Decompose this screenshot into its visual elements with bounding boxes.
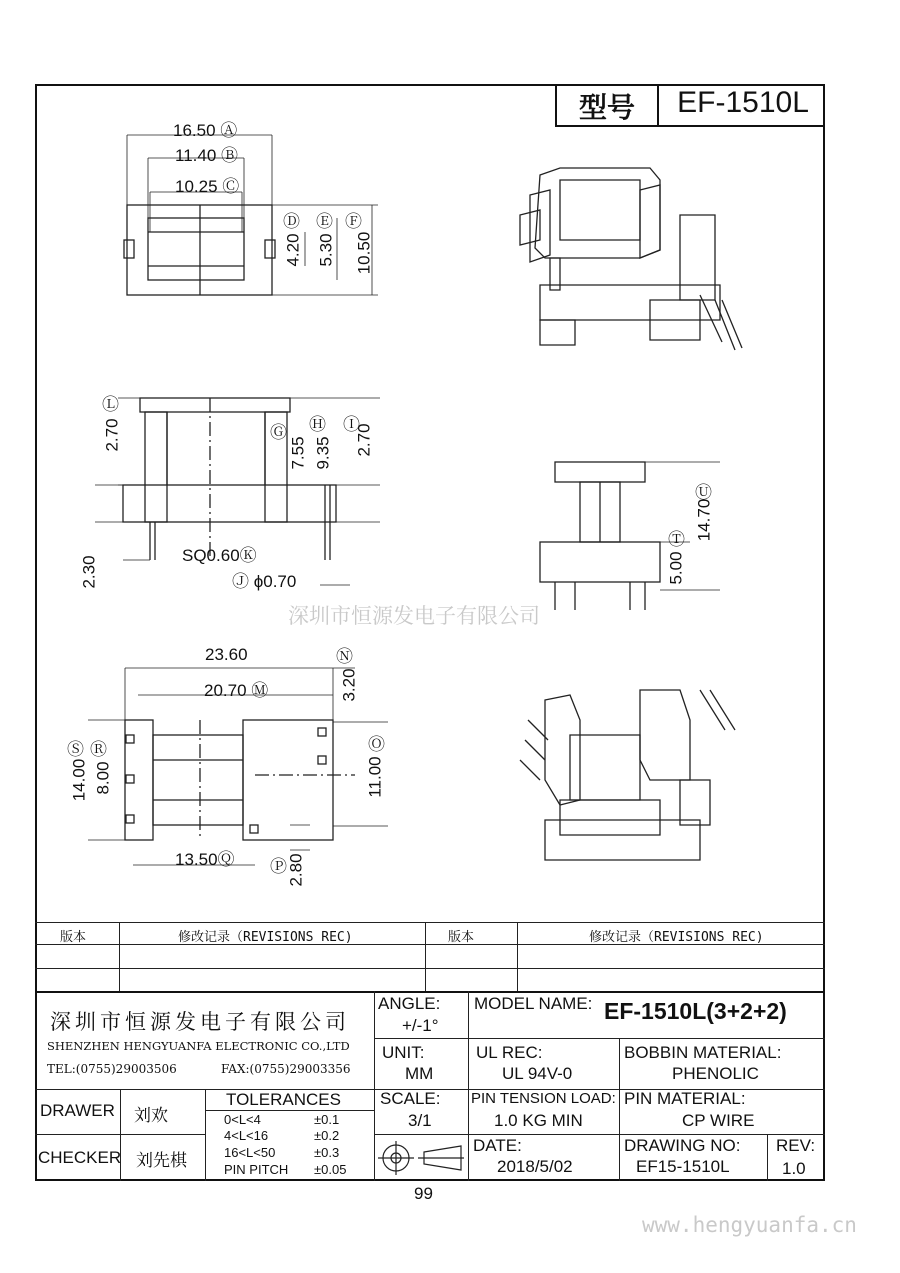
- tol-row-4-value: ±0.05: [314, 1162, 347, 1177]
- pin-tension-value: 1.0 KG MIN: [494, 1111, 583, 1130]
- rev-col-version-1: 版本: [60, 930, 87, 945]
- mark-g: Ⓖ: [270, 423, 287, 442]
- dim-g-value: 7.55: [288, 436, 308, 470]
- mark-h: Ⓗ: [309, 415, 326, 434]
- company-cn: 深圳市恒源发电子有限公司: [50, 1010, 350, 1034]
- page-number: 99: [414, 1184, 433, 1203]
- dim-p-value: 2.80: [286, 853, 306, 887]
- dim-top-value: 23.60: [205, 645, 248, 664]
- company-tel: TEL:(0755)29003506: [47, 1062, 177, 1076]
- dim-q-value: 13.50: [175, 850, 218, 869]
- model-name-value: EF-1510L(3+2+2): [604, 998, 787, 1024]
- dim-f-value: 10.50: [354, 231, 374, 275]
- checker-value: 刘先棋: [136, 1151, 187, 1170]
- mark-c: Ⓒ: [222, 177, 240, 196]
- rev-col-record-1: 修改记录（REVISIONS REC): [178, 930, 353, 945]
- mark-l: Ⓛ: [102, 395, 119, 414]
- mark-u: Ⓤ: [695, 483, 712, 502]
- mark-e: Ⓔ: [316, 212, 333, 231]
- url-watermark: www.hengyuanfa.cn: [642, 1213, 857, 1237]
- rev-value: 1.0: [782, 1159, 806, 1178]
- date-value: 2018/5/02: [497, 1157, 573, 1176]
- mark-o: Ⓞ: [368, 735, 385, 754]
- scale-value: 3/1: [408, 1111, 432, 1130]
- bobbin-value: PHENOLIC: [672, 1064, 759, 1083]
- dim-a-value: 16.50: [173, 121, 216, 140]
- mark-s: Ⓢ: [67, 740, 84, 759]
- company-en: SHENZHEN HENGYUANFA ELECTRONIC CO.,LTD: [47, 1039, 350, 1053]
- checker-label: CHECKER: [38, 1148, 122, 1167]
- dim-m-value: 20.70: [204, 681, 247, 700]
- mark-m: Ⓜ: [251, 681, 269, 700]
- mark-n: Ⓝ: [336, 647, 353, 666]
- mark-b: Ⓑ: [221, 146, 239, 165]
- model-header-label: 型号: [578, 92, 635, 123]
- sq-value: SQ0.60: [182, 546, 240, 565]
- dim-i-value: 2.70: [354, 423, 374, 457]
- dim-c: [175, 172, 239, 197]
- tol-row-2-value: ±0.2: [314, 1128, 340, 1143]
- ul-label: UL REC:: [476, 1043, 543, 1062]
- mark-t: Ⓣ: [668, 530, 685, 549]
- tol-row-3-range: 16<L<50: [224, 1145, 276, 1160]
- dim-b: [175, 141, 238, 166]
- bobbin-label: BOBBIN MATERIAL:: [624, 1043, 782, 1062]
- drawer-label: DRAWER: [40, 1101, 115, 1120]
- dia-value: ϕ0.70: [253, 572, 297, 591]
- rev-col-record-2: 修改记录（REVISIONS REC): [589, 930, 764, 945]
- dim-q: [175, 845, 235, 870]
- dim-u-value: 14.70: [694, 498, 714, 542]
- tolerances-label: TOLERANCES: [226, 1090, 341, 1109]
- dim-c-value: 10.25: [175, 177, 218, 196]
- drawing-no-label: DRAWING NO:: [624, 1136, 741, 1155]
- dim-d-value: 4.20: [283, 233, 303, 267]
- dim-b-value: 11.40: [175, 146, 217, 165]
- mark-f: Ⓕ: [345, 212, 362, 231]
- mark-i: Ⓘ: [343, 415, 360, 434]
- mark-d: Ⓓ: [283, 212, 300, 231]
- drawing-no-value: EF15-1510L: [636, 1157, 730, 1176]
- mark-r: Ⓡ: [90, 740, 107, 759]
- tol-row-3-value: ±0.3: [314, 1145, 340, 1160]
- pin-tension-label: PIN TENSION LOAD:: [471, 1090, 616, 1107]
- mark-k: Ⓚ: [239, 546, 257, 565]
- tol-row-2-range: 4<L<16: [224, 1128, 269, 1143]
- mark-q: Ⓠ: [217, 850, 235, 869]
- tol-row-1-value: ±0.1: [314, 1112, 340, 1127]
- pin-material-label: PIN MATERIAL:: [624, 1089, 746, 1108]
- dim-e-value: 5.30: [316, 233, 336, 267]
- dim-sq: [182, 541, 257, 566]
- model-name-label: MODEL NAME:: [474, 994, 593, 1013]
- angle-value: +/-1°: [402, 1016, 439, 1035]
- unit-label: UNIT:: [382, 1043, 425, 1062]
- dim-t-value: 5.00: [666, 551, 686, 585]
- dim-n-value: 3.20: [339, 668, 359, 702]
- dim-l-value: 2.70: [102, 418, 122, 452]
- dim-left-bottom-value: 2.30: [79, 555, 99, 589]
- pin-material-value: CP WIRE: [682, 1111, 755, 1130]
- scale-label: SCALE:: [380, 1089, 441, 1108]
- dim-h-value: 9.35: [313, 436, 333, 470]
- date-label: DATE:: [473, 1136, 522, 1155]
- tol-row-1-range: 0<L<4: [224, 1112, 261, 1127]
- dim-a: [173, 116, 237, 141]
- dim-r-value: 8.00: [93, 761, 113, 795]
- drawer-value: 刘欢: [134, 1106, 168, 1125]
- company-fax: FAX:(0755)29003356: [221, 1062, 351, 1076]
- model-header-value: EF-1510L: [677, 86, 809, 119]
- mark-p: Ⓟ: [270, 857, 287, 876]
- angle-label: ANGLE:: [378, 994, 441, 1013]
- iso-view-top: [520, 168, 742, 350]
- dim-m: [204, 676, 268, 701]
- mark-j: Ⓙ: [232, 572, 249, 591]
- top-view-outline: [124, 135, 378, 295]
- dim-s-value: 14.00: [69, 758, 89, 802]
- center-watermark: 深圳市恒源发电子有限公司: [288, 605, 540, 628]
- dim-dia: [232, 567, 296, 592]
- ul-value: UL 94V-0: [502, 1064, 573, 1083]
- dim-o-value: 11.00: [365, 756, 385, 798]
- rev-col-version-2: 版本: [448, 930, 475, 945]
- unit-value: MM: [405, 1064, 434, 1083]
- tol-row-4-range: PIN PITCH: [224, 1162, 289, 1177]
- rev-label: REV:: [776, 1136, 816, 1155]
- mark-a: Ⓐ: [220, 121, 238, 140]
- projection-symbol-icon: [376, 1138, 466, 1178]
- iso-view-bottom: [520, 690, 735, 860]
- front-view-outline: [540, 462, 720, 610]
